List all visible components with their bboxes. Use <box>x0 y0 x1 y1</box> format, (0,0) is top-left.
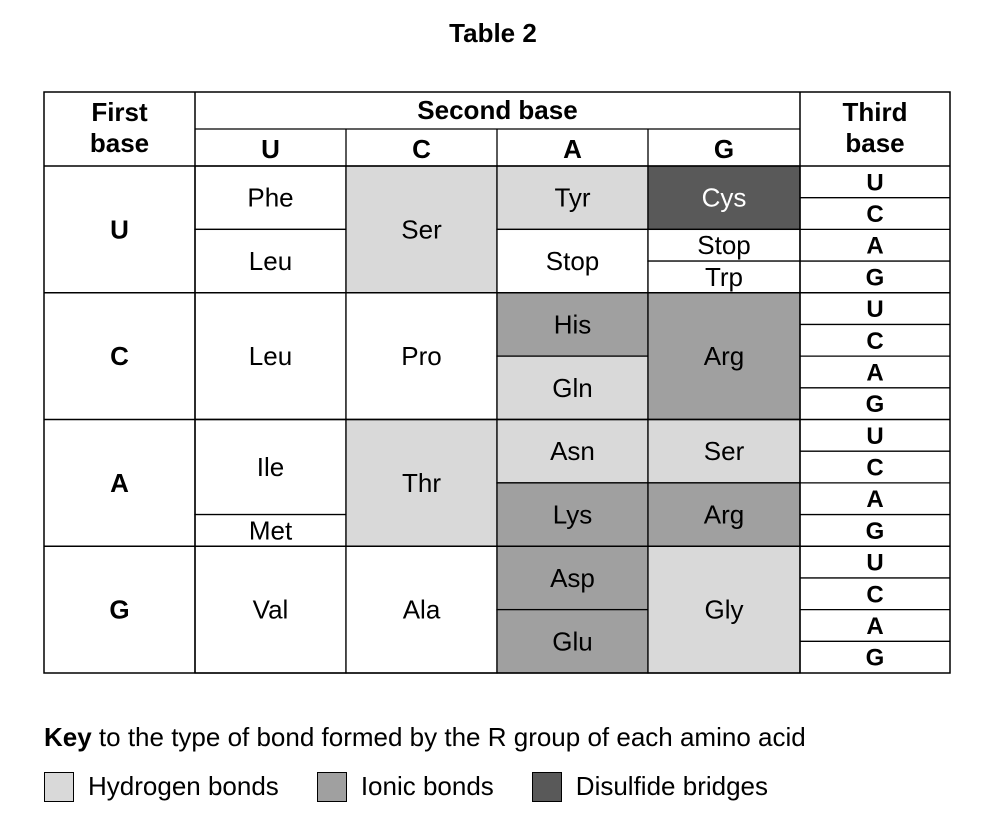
amino-acid-label: Lys <box>552 499 593 530</box>
legend-label-ionic: Ionic bonds <box>360 771 494 801</box>
second-base-G: G <box>713 134 735 164</box>
amino-acid-label: Arg <box>703 499 745 530</box>
third-base-C: C <box>866 581 884 609</box>
legend-swatch-disulfide <box>532 772 562 802</box>
third-base-C: C <box>866 201 884 229</box>
amino-acid-label: Ser <box>703 436 745 467</box>
third-base-G: G <box>865 264 885 292</box>
legend-label-disulfide: Disulfide bridges <box>575 771 769 801</box>
key-text: to the type of bond formed by the R group of each amino acid <box>91 722 806 752</box>
amino-acid-label: Arg <box>703 341 745 372</box>
third-base-A: A <box>866 486 884 514</box>
third-base-U: U <box>866 422 884 450</box>
amino-acid-label: Stop <box>545 246 600 277</box>
key-caption <box>44 722 806 753</box>
amino-acid-label: Gln <box>552 372 593 403</box>
legend-swatch-hydrogen <box>44 772 74 802</box>
first-base-C: C <box>110 341 129 372</box>
third-base-A: A <box>866 612 884 640</box>
amino-acid-label: Leu <box>248 341 293 372</box>
first-base-A: A <box>110 467 129 498</box>
third-base-header: base <box>845 128 905 158</box>
second-base-header: Second base <box>417 95 578 125</box>
third-base-G: G <box>865 391 885 419</box>
second-base-A: A <box>563 134 582 164</box>
legend-label-hydrogen: Hydrogen bonds <box>88 771 279 801</box>
amino-acid-label: Val <box>252 594 289 625</box>
amino-acid-label: Met <box>248 515 293 546</box>
second-base-C: C <box>412 134 431 164</box>
third-base-C: C <box>866 327 884 355</box>
amino-acid-label: His <box>553 309 592 340</box>
first-base-G: G <box>109 594 130 625</box>
third-base-A: A <box>866 232 884 260</box>
legend <box>44 771 806 802</box>
amino-acid-label: Phe <box>247 182 294 213</box>
amino-acid-label: Ser <box>401 214 442 245</box>
amino-acid-label: Pro <box>401 341 442 372</box>
amino-acid-label: Asp <box>550 562 595 593</box>
third-base-G: G <box>865 644 885 672</box>
first-base-header: First <box>91 97 148 127</box>
third-base-U: U <box>866 296 884 324</box>
third-base-C: C <box>866 454 884 482</box>
amino-acid-label: Thr <box>402 467 441 498</box>
key-bold: Key <box>44 722 92 752</box>
amino-acid-label: Stop <box>697 230 751 261</box>
amino-acid-label: Leu <box>248 246 293 277</box>
legend-swatch-ionic <box>317 772 347 802</box>
third-base-U: U <box>866 169 884 197</box>
amino-acid-label: Cys <box>701 182 747 213</box>
amino-acid-label: Glu <box>552 626 593 657</box>
second-base-U: U <box>261 134 280 164</box>
amino-acid-label: Trp <box>704 261 744 292</box>
third-base-header: Third <box>842 97 908 127</box>
third-base-A: A <box>866 359 884 387</box>
amino-acid-label: Gly <box>704 594 744 625</box>
amino-acid-label: Ile <box>256 452 285 483</box>
third-base-G: G <box>865 517 885 545</box>
amino-acid-label: Ala <box>402 594 441 625</box>
third-base-U: U <box>866 549 884 577</box>
first-base-U: U <box>110 214 129 245</box>
amino-acid-label: Asn <box>550 436 595 467</box>
first-base-header: base <box>89 128 150 158</box>
table-title: Table 2 <box>449 18 537 48</box>
amino-acid-label: Tyr <box>554 182 591 213</box>
